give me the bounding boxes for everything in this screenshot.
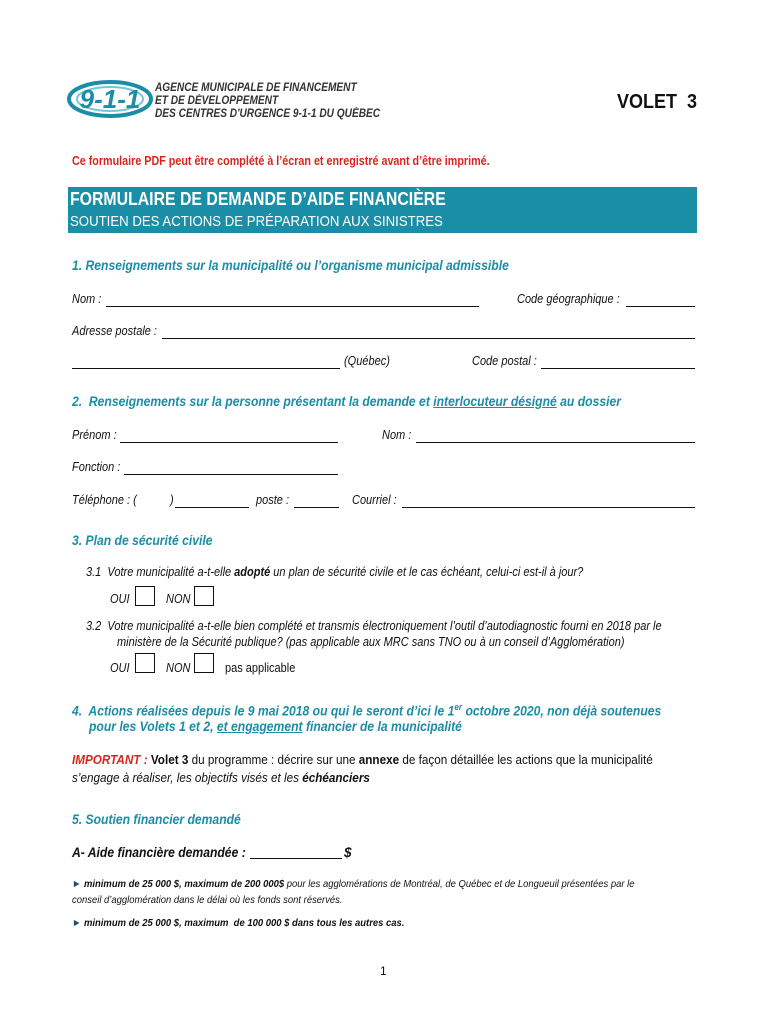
address-label: Adresse postale : — [72, 324, 158, 338]
question-3-1-bold: adopté — [234, 565, 271, 579]
last-name-input[interactable] — [416, 427, 695, 442]
org-name-label: Nom : — [72, 292, 102, 306]
q32-non-label: NON — [166, 661, 191, 675]
q32-non-checkbox[interactable] — [194, 653, 214, 673]
email-line — [402, 507, 695, 508]
last-name-line — [416, 442, 695, 443]
last-name-label: Nom : — [382, 428, 412, 442]
agency-logo-graphic — [66, 76, 154, 122]
aid-dollar-sign: $ — [344, 845, 352, 860]
phone-area-input[interactable] — [140, 492, 168, 507]
question-3-2-line-2: ministère de la Sécurité publique? (pas applicable aux MRC sans TNO ou à un conseil d’Agglomération) — [117, 635, 625, 649]
bullet-2-arrow-icon: ► — [72, 917, 82, 929]
code-geo-line — [626, 306, 695, 307]
bullet-2 — [72, 917, 404, 929]
banner-title: FORMULAIRE DE DEMANDE D’AIDE FINANCIÈRE — [70, 189, 446, 209]
important-line-2 — [72, 770, 370, 785]
q31-oui-label: OUI — [110, 592, 130, 606]
address-input[interactable] — [162, 323, 695, 338]
section-4-line-1-sup: er — [454, 702, 463, 712]
first-name-label: Prénom : — [72, 428, 117, 442]
important-annexe: annexe — [358, 752, 400, 767]
city-input[interactable] — [72, 353, 340, 368]
function-line — [124, 474, 338, 475]
phone-number-line — [175, 507, 249, 508]
section-4-line-2-post: financier de la municipalité — [302, 719, 462, 734]
agency-name — [155, 82, 411, 121]
question-3-1-text-pre: Votre municipalité a-t-elle — [107, 565, 235, 579]
agency-line-2: ET DE DÉVELOPPEMENT — [155, 95, 279, 107]
form-banner — [68, 187, 697, 233]
bullet-1-rest: pour les agglomérations de Montréal, de Québec et de Longueuil présentées par le — [284, 878, 635, 890]
section-4-line-1-post: octobre 2020, non déjà soutenues — [462, 703, 662, 719]
important-text-1: du programme : décrire sur une — [188, 752, 359, 767]
question-3-1-number: 3.1 — [86, 565, 102, 579]
address-line — [162, 338, 695, 339]
q31-oui-checkbox[interactable] — [135, 586, 155, 606]
function-input[interactable] — [124, 459, 338, 474]
aid-amount-line — [250, 858, 342, 859]
first-name-input[interactable] — [120, 427, 338, 442]
agency-line-3: DES CENTRES D'URGENCE 9-1-1 DU QUÉBEC — [155, 108, 381, 120]
postal-code-input[interactable] — [541, 353, 695, 368]
extension-label: poste : — [256, 493, 290, 507]
phone-number-input[interactable] — [175, 492, 249, 507]
question-3-1-text-post: un plan de sécurité civile et le cas échéant, celui-ci est-il à jour? — [270, 565, 584, 579]
bullet-1-arrow-icon: ► — [72, 878, 82, 890]
section-2-title — [72, 394, 621, 409]
q32-na-label: pas applicable — [225, 661, 296, 675]
important-label: IMPORTANT : — [72, 752, 148, 767]
section-4-line-2-pre: pour les Volets 1 et 2, — [89, 719, 217, 734]
section-5-title: 5. Soutien financier demandé — [72, 812, 241, 827]
phone-label: Téléphone : ( — [72, 493, 137, 507]
section-1-title: 1. Renseignements sur la municipalité ou l’organisme municipal admissible — [72, 258, 509, 273]
q31-non-label: NON — [166, 592, 191, 606]
question-3-2-number: 3.2 — [86, 619, 102, 633]
section-4-title-line-1 — [72, 702, 661, 719]
section-2-title-prefix: 2. Renseignements sur la personne présentant la demande et — [72, 394, 434, 409]
code-geo-label: Code géographique : — [517, 292, 620, 306]
section-3-title: 3. Plan de sécurité civile — [72, 533, 213, 548]
phone-paren-close: ) — [170, 493, 174, 507]
extension-input[interactable] — [294, 492, 339, 507]
important-line-2-pre: s’engage à réaliser, les objectifs visés et les — [72, 770, 303, 785]
section-2-title-suffix: au dossier — [556, 394, 621, 409]
bullet-2-text: minimum de 25 000 $, maximum de 100 000 $ dans tous les autres cas. — [83, 917, 405, 929]
important-text-2: de façon détaillée les actions que la municipalité — [399, 752, 653, 767]
question-3-1 — [86, 565, 583, 579]
email-label: Courriel : — [352, 493, 397, 507]
q32-oui-label: OUI — [110, 661, 130, 675]
section-2-title-link: interlocuteur désigné — [433, 394, 557, 409]
first-name-line — [120, 442, 338, 443]
quebec-label: (Québec) — [344, 354, 390, 368]
org-name-input[interactable] — [106, 291, 479, 306]
q31-non-checkbox[interactable] — [194, 586, 214, 606]
question-3-2-text-1: Votre municipalité a-t-elle bien complété et transmis électroniquement l’outil d’autodiagnostic fourni en 2018 par le — [107, 619, 662, 633]
notice-text: Ce formulaire PDF peut être complété à l’écran et enregistré avant d’être imprimé. — [72, 154, 490, 168]
extension-line — [294, 507, 339, 508]
function-label: Fonction : — [72, 460, 121, 474]
postal-code-line — [541, 368, 695, 369]
section-4-title-line-2 — [89, 719, 462, 734]
agency-logo — [66, 76, 154, 122]
bullet-1-line-2: conseil d’agglomération dans le délai où les fonds sont réservés. — [72, 894, 343, 906]
bullet-1-bold: minimum de 25 000 $, maximum de 200 000$ — [83, 878, 285, 890]
section-4-line-1-pre: 4. Actions réalisées depuis le 9 mai 2018 ou qui le seront d’ici le 1 — [72, 703, 455, 719]
logo-text: 9-1-1 — [79, 84, 141, 114]
aid-amount-input[interactable] — [250, 843, 342, 858]
org-name-line — [106, 306, 479, 307]
aid-requested-label: A- Aide financière demandée : — [72, 845, 246, 860]
important-line-1 — [72, 752, 653, 767]
page-number: 1 — [380, 964, 387, 978]
postal-code-label: Code postal : — [472, 354, 537, 368]
agency-line-1: AGENCE MUNICIPALE DE FINANCEMENT — [155, 82, 357, 94]
question-3-2-line-1 — [86, 619, 662, 633]
volet-label: VOLET 3 — [617, 91, 698, 113]
q32-oui-checkbox[interactable] — [135, 653, 155, 673]
important-volet: Volet 3 — [150, 752, 189, 767]
email-input[interactable] — [402, 492, 695, 507]
code-geo-input[interactable] — [626, 291, 695, 306]
banner-subtitle: SOUTIEN DES ACTIONS DE PRÉPARATION AUX SINISTRES — [70, 213, 443, 230]
section-4-line-2-link: et engagement — [216, 719, 303, 734]
bullet-1-line-1 — [72, 878, 635, 890]
important-line-2-bold: échéanciers — [302, 770, 370, 785]
city-line — [72, 368, 340, 369]
